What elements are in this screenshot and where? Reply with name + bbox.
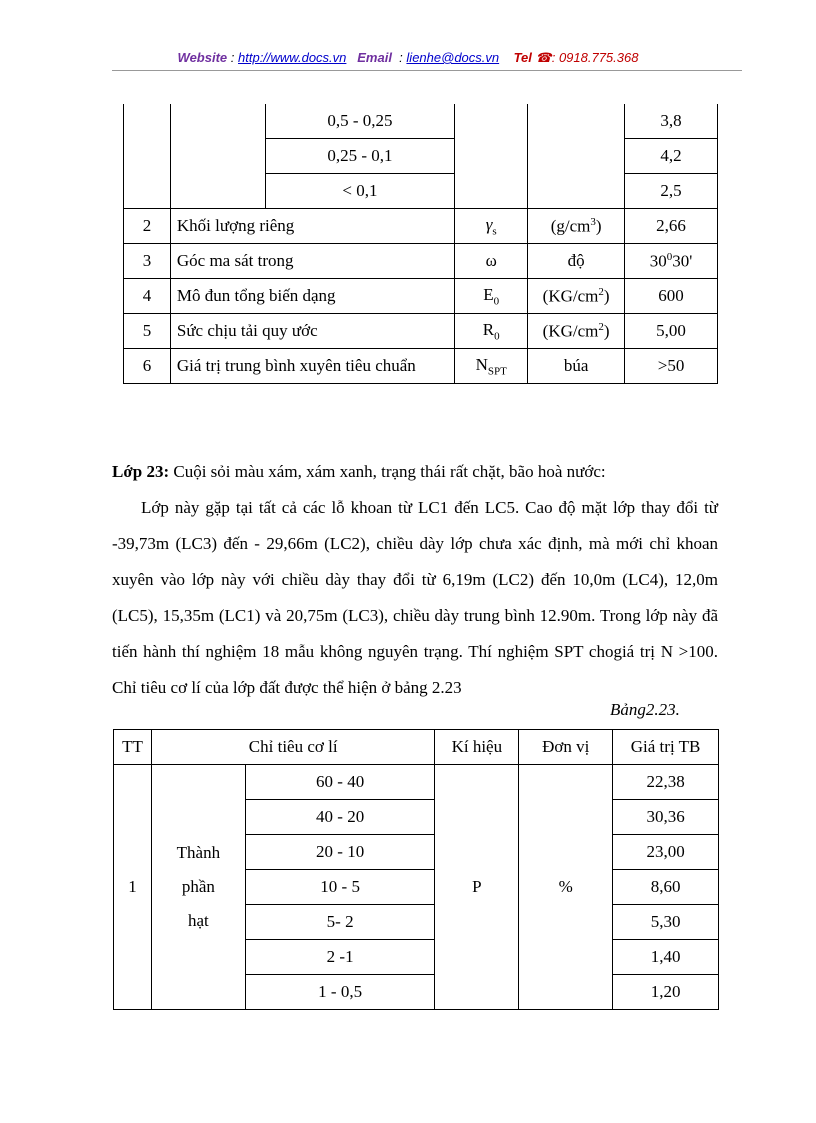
unit-cell: $(KG/cm^2)$ xyxy=(528,314,625,349)
tt-cell: 5 xyxy=(124,314,171,349)
value-cell: 22,38 xyxy=(613,765,719,800)
table-header-row xyxy=(114,730,719,765)
website-label: Website xyxy=(177,50,228,65)
value-cell: 30,36 xyxy=(613,800,719,835)
table-row xyxy=(124,209,718,244)
unit-cell: $(KG/cm^2)$ xyxy=(528,279,625,314)
tt-cell: 2 xyxy=(124,209,171,244)
header-tt: TT xyxy=(114,730,152,765)
range-cell: 1 - 0,5 xyxy=(245,975,435,1010)
value-cell: 1,40 xyxy=(613,940,719,975)
symbol-cell: $N_{SPT}$ xyxy=(455,349,528,384)
header-unit: Đơn vị xyxy=(519,730,613,765)
value-cell: 4,2 xyxy=(625,139,718,174)
value-cell: 2,66 xyxy=(625,209,718,244)
value-cell: 8,60 xyxy=(613,870,719,905)
email-sep: : xyxy=(399,50,403,65)
symbol-cell: P xyxy=(435,765,519,1010)
email-link[interactable]: lienhe@docs.vn xyxy=(406,50,500,65)
table-caption: Bảng2.23. xyxy=(610,700,680,719)
range-cell: < 0,1 xyxy=(265,174,455,209)
range-cell: 40 - 20 xyxy=(245,800,435,835)
property-table-2-23 xyxy=(113,729,719,1010)
value-cell: 3,8 xyxy=(625,104,718,139)
value-cell: 1,20 xyxy=(613,975,719,1010)
tt-cell: 4 xyxy=(124,279,171,314)
table-row xyxy=(124,314,718,349)
value-cell: 600 xyxy=(625,279,718,314)
value-cell: >50 xyxy=(625,349,718,384)
layer-title: Lớp 23: xyxy=(112,462,170,481)
layer-description: Cuội sỏi màu xám, xám xanh, trạng thái rất chặt, bão hoà nước: xyxy=(169,462,606,481)
name-cell: Giá trị trung bình xuyên tiêu chuẩn xyxy=(170,349,454,384)
header-symbol: Kí hiệu xyxy=(435,730,519,765)
range-cell: 2 -1 xyxy=(245,940,435,975)
value-cell: 5,00 xyxy=(625,314,718,349)
name-cell: Mô đun tổng biến dạng xyxy=(170,279,454,314)
unit-cell: độ xyxy=(528,244,625,279)
range-cell: 0,25 - 0,1 xyxy=(265,139,455,174)
value-cell: $30^030'$ xyxy=(625,244,718,279)
symbol-cell: ω xyxy=(455,244,528,279)
email-label: Email xyxy=(357,50,392,65)
website-link[interactable]: http://www.docs.vn xyxy=(238,50,347,65)
header-value: Giá trị TB xyxy=(613,730,719,765)
name-cell: Khối lượng riêng xyxy=(170,209,454,244)
symbol-cell: $E_0$ xyxy=(455,279,528,314)
phone-icon: ☎ xyxy=(535,50,552,65)
page-header xyxy=(0,50,816,66)
tel-label: Tel xyxy=(513,50,532,65)
tt-cell: 1 xyxy=(114,765,152,1010)
property-table-continued xyxy=(123,104,718,384)
symbol-cell: $\gamma_s$ xyxy=(455,209,528,244)
unit-cell: % xyxy=(519,765,613,1010)
table-row xyxy=(124,244,718,279)
range-cell: 20 - 10 xyxy=(245,835,435,870)
range-cell: 5- 2 xyxy=(245,905,435,940)
value-cell: 2,5 xyxy=(625,174,718,209)
range-cell: 10 - 5 xyxy=(245,870,435,905)
table-row xyxy=(114,765,719,800)
value-cell: 23,00 xyxy=(613,835,719,870)
value-cell: 5,30 xyxy=(613,905,719,940)
header-rule xyxy=(112,70,742,71)
table-row xyxy=(124,104,718,139)
layer-heading xyxy=(112,454,718,490)
range-cell: 60 - 40 xyxy=(245,765,435,800)
unit-cell: búa xyxy=(528,349,625,384)
table-row xyxy=(124,349,718,384)
name-cell: Thành phần hạt xyxy=(151,765,245,1010)
unit-cell: $(g/cm^3)$ xyxy=(528,209,625,244)
website-sep: : xyxy=(230,50,235,65)
layer-paragraph: Lớp này gặp tại tất cả các lỗ khoan từ LC1 đến LC5. Cao độ mặt lớp thay đổi từ -39,73m (LC3) đến - 29,66m (LC2), chiều dày lớp chưa xác định, mà mới chỉ khoan xuyên vào lớp này với chiều dày thay đổi từ 6,19m (LC2) đến 10,0m (LC4), 12,0m (LC5), 15,35m (LC1) và 20,75m (LC3), chiều dày trung bình 12.90m. Trong lớp này đã tiến hành thí nghiệm 18 mẫu không nguyên trạng. Thí nghiệm SPT chogiá trị N >100. Chỉ tiêu cơ lí của lớp đất được thể hiện ở bảng 2.23 xyxy=(112,498,718,697)
name-cell: Góc ma sát trong xyxy=(170,244,454,279)
tt-cell: 6 xyxy=(124,349,171,384)
header-property: Chỉ tiêu cơ lí xyxy=(151,730,434,765)
symbol-cell: $R_0$ xyxy=(455,314,528,349)
name-cell: Sức chịu tải quy ước xyxy=(170,314,454,349)
tt-cell: 3 xyxy=(124,244,171,279)
range-cell: 0,5 - 0,25 xyxy=(265,104,455,139)
table-row xyxy=(124,279,718,314)
tel-value: : 0918.775.368 xyxy=(551,50,639,65)
